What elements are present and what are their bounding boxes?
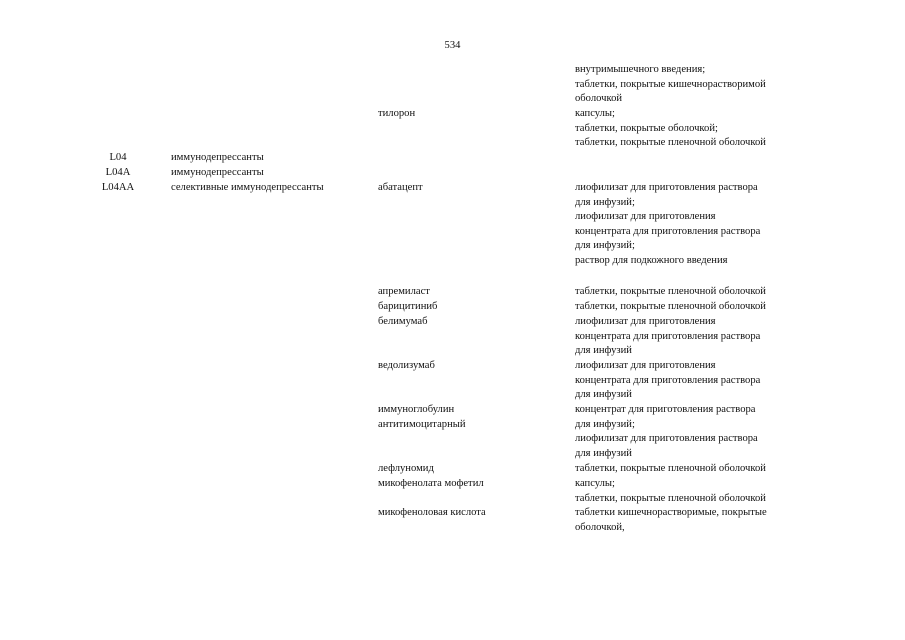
- dosage-form-line: лиофилизат для приготовления раствора: [575, 433, 758, 445]
- drug-name: ведолизумаб: [378, 360, 435, 371]
- atc-group: иммунодепрессанты: [171, 152, 264, 163]
- dosage-form-line: лиофилизат для приготовления: [575, 211, 716, 223]
- dosage-forms: [575, 181, 760, 269]
- dosage-forms: [575, 506, 767, 535]
- dosage-form-line: таблетки, покрытые оболочкой;: [575, 122, 718, 134]
- dosage-form-line: лиофилизат для приготовления: [575, 316, 716, 327]
- dosage-forms: [575, 300, 766, 315]
- dosage-forms: [575, 285, 766, 300]
- dosage-form-line: таблетки, покрытые пленочной оболочкой: [575, 286, 766, 297]
- atc-group: иммунодепрессанты: [171, 167, 264, 178]
- drug-name: микофеноловая кислота: [378, 507, 486, 518]
- dosage-form-line: таблетки кишечнорастворимые, покрытые: [575, 507, 767, 518]
- dosage-form-line: лиофилизат для приготовления: [575, 360, 716, 371]
- dosage-forms: [575, 403, 758, 461]
- drug-name: барицитиниб: [378, 301, 438, 312]
- dosage-form-line: таблетки, покрытые пленочной оболочкой: [575, 301, 766, 312]
- dosage-form-line: для инфузий;: [575, 240, 635, 252]
- dosage-form-line: раствор для подкожного введения: [575, 254, 728, 266]
- dosage-form-line: для инфузий: [575, 447, 632, 459]
- dosage-forms: [575, 359, 760, 403]
- drug-name: тилорон: [378, 108, 416, 119]
- dosage-form-line: концентрата для приготовления раствора: [575, 330, 761, 342]
- dosage-form-line: лиофилизат для приготовления раствора: [575, 182, 758, 193]
- atc-group: селективные иммунодепрессанты: [171, 182, 324, 193]
- dosage-form-line: капсулы;: [575, 478, 615, 489]
- drug-name: микофенолата мофетил: [378, 478, 484, 489]
- dosage-form-line: оболочкой: [575, 93, 623, 105]
- dosage-form-line: концентрата для приготовления раствора: [575, 225, 761, 237]
- drug-name: лефлуномид: [378, 463, 434, 474]
- dosage-forms: [575, 63, 766, 107]
- atc-code: L04A: [105, 167, 131, 178]
- drug-name: белимумаб: [378, 316, 428, 327]
- dosage-forms: [575, 107, 766, 151]
- dosage-form-line: таблетки, покрытые пленочной оболочкой: [575, 492, 766, 504]
- dosage-forms: [575, 462, 766, 477]
- dosage-forms: [575, 477, 766, 506]
- atc-code: L04: [109, 152, 127, 163]
- drug-name: апремиласт: [378, 286, 430, 297]
- drug-name: иммуноглобулин антитимоцитарный: [378, 404, 466, 430]
- dosage-form-line: капсулы;: [575, 108, 615, 119]
- dosage-form-line: таблетки, покрытые кишечнорастворимой: [575, 78, 766, 90]
- dosage-form-line: таблетки, покрытые пленочной оболочкой: [575, 137, 766, 149]
- dosage-form-line: для инфузий: [575, 389, 632, 401]
- dosage-form-line: концентрата для приготовления раствора: [575, 374, 761, 386]
- dosage-form-line: внутримышечного введения;: [575, 64, 706, 75]
- drug-name: абатацепт: [378, 182, 423, 193]
- dosage-form-line: для инфузий;: [575, 196, 635, 208]
- atc-code: L04AA: [101, 182, 135, 193]
- dosage-form-line: оболочкой,: [575, 521, 625, 533]
- dosage-form-line: для инфузий: [575, 345, 632, 357]
- dosage-form-line: для инфузий;: [575, 418, 635, 430]
- dosage-forms: [575, 315, 760, 359]
- dosage-form-line: концентрат для приготовления раствора: [575, 404, 756, 415]
- dosage-form-line: таблетки, покрытые пленочной оболочкой: [575, 463, 766, 474]
- page-number: 534: [444, 40, 461, 51]
